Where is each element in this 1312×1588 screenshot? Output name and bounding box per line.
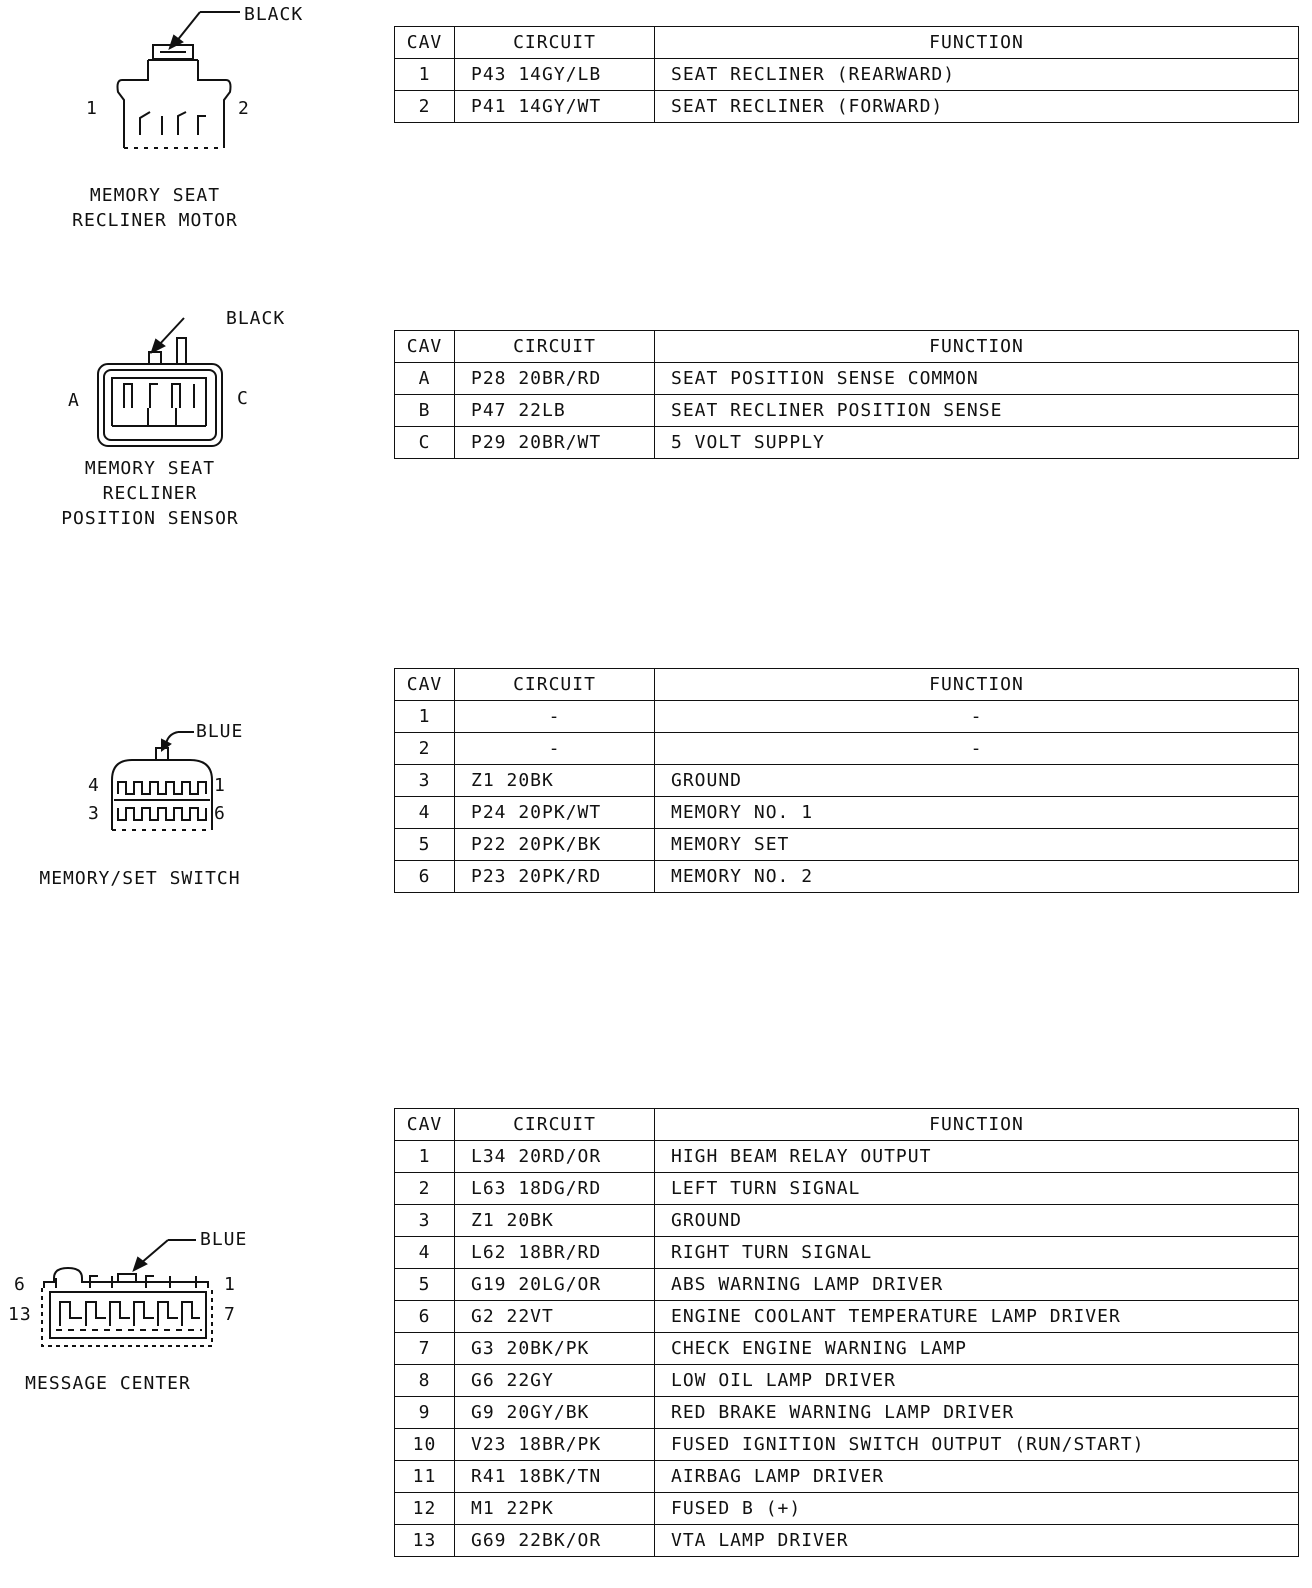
cell-cav: 1 (395, 1141, 455, 1173)
recliner-motor-connector-diagram (0, 0, 380, 240)
cell-circuit: G3 20BK/PK (455, 1333, 655, 1365)
cell-circuit: L62 18BR/RD (455, 1237, 655, 1269)
pin-label: 4 (88, 775, 100, 796)
cell-cav: 8 (395, 1365, 455, 1397)
table-row (395, 1141, 1299, 1173)
cell-circuit: P47 22LB (455, 395, 655, 427)
connector-color-label: BLUE (196, 721, 244, 742)
pin-label: 1 (214, 775, 226, 796)
recliner-sensor-connector-diagram (0, 300, 380, 540)
table-header-row (395, 669, 1299, 701)
cell-function: - (655, 701, 1299, 733)
cell-circuit: P22 20PK/BK (455, 829, 655, 861)
table-row (395, 1205, 1299, 1237)
cell-cav: C (395, 427, 455, 459)
table-row (395, 59, 1299, 91)
cell-circuit: M1 22PK (455, 1493, 655, 1525)
header-circuit: CIRCUIT (455, 1109, 655, 1141)
cell-function: CHECK ENGINE WARNING LAMP (655, 1333, 1299, 1365)
cell-cav: 4 (395, 797, 455, 829)
table-row (395, 1397, 1299, 1429)
cell-cav: 2 (395, 733, 455, 765)
table-row (395, 733, 1299, 765)
cell-circuit: - (455, 701, 655, 733)
cell-circuit: G6 22GY (455, 1365, 655, 1397)
connector-caption (55, 183, 255, 233)
table-header-row (395, 27, 1299, 59)
cell-function: GROUND (655, 765, 1299, 797)
cell-cav: 5 (395, 1269, 455, 1301)
cell-circuit: G19 20LG/OR (455, 1269, 655, 1301)
table-row (395, 1237, 1299, 1269)
connector-color-label: BLACK (226, 308, 286, 329)
pin-label: 13 (8, 1304, 32, 1325)
cell-circuit: R41 18BK/TN (455, 1461, 655, 1493)
cell-cav: A (395, 363, 455, 395)
cell-cav: B (395, 395, 455, 427)
cell-cav: 12 (395, 1493, 455, 1525)
cell-circuit: G9 20GY/BK (455, 1397, 655, 1429)
cell-cav: 6 (395, 1301, 455, 1333)
cell-function: ABS WARNING LAMP DRIVER (655, 1269, 1299, 1301)
table-row (395, 91, 1299, 123)
cell-function: SEAT RECLINER POSITION SENSE (655, 395, 1299, 427)
cell-function: SEAT RECLINER (FORWARD) (655, 91, 1299, 123)
cell-circuit: Z1 20BK (455, 1205, 655, 1237)
header-cav: CAV (395, 1109, 455, 1141)
pin-label-right: C (237, 388, 249, 409)
cell-cav: 10 (395, 1429, 455, 1461)
caption-line: MEMORY/SET SWITCH (39, 868, 241, 889)
table-row (395, 1269, 1299, 1301)
table-row (395, 829, 1299, 861)
header-cav: CAV (395, 669, 455, 701)
table-row (395, 797, 1299, 829)
table-row (395, 363, 1299, 395)
message-center-pinout-table (394, 1108, 1299, 1557)
cell-circuit: L63 18DG/RD (455, 1173, 655, 1205)
header-cav: CAV (395, 27, 455, 59)
header-cav: CAV (395, 331, 455, 363)
caption-line: MEMORY SEAT (84, 458, 216, 479)
cell-function: SEAT RECLINER (REARWARD) (655, 59, 1299, 91)
memory-switch-pinout-table (394, 668, 1299, 893)
cell-cav: 3 (395, 765, 455, 797)
connector-caption (8, 1371, 208, 1396)
table-row (395, 765, 1299, 797)
cell-function: 5 VOLT SUPPLY (655, 427, 1299, 459)
pin-label: 6 (14, 1274, 26, 1295)
cell-function: LEFT TURN SIGNAL (655, 1173, 1299, 1205)
cell-function: RIGHT TURN SIGNAL (655, 1237, 1299, 1269)
cell-circuit: P24 20PK/WT (455, 797, 655, 829)
cell-circuit: Z1 20BK (455, 765, 655, 797)
caption-line: MESSAGE CENTER (25, 1373, 191, 1394)
cell-circuit: V23 18BR/PK (455, 1429, 655, 1461)
cell-function: AIRBAG LAMP DRIVER (655, 1461, 1299, 1493)
connector-color-label: BLACK (244, 4, 304, 25)
pin-label-left: A (68, 390, 80, 411)
cell-function: - (655, 733, 1299, 765)
table-header-row (395, 331, 1299, 363)
pin-label: 3 (88, 803, 100, 824)
cell-function: FUSED B (+) (655, 1493, 1299, 1525)
cell-cav: 9 (395, 1397, 455, 1429)
cell-circuit: P28 20BR/RD (455, 363, 655, 395)
table-row (395, 395, 1299, 427)
cell-function: RED BRAKE WARNING LAMP DRIVER (655, 1397, 1299, 1429)
cell-circuit: G2 22VT (455, 1301, 655, 1333)
pin-label-left: 1 (86, 98, 98, 119)
caption-line: RECLINER (102, 483, 198, 504)
memory-switch-connector-diagram (0, 700, 380, 920)
table-row (395, 1493, 1299, 1525)
cell-cav: 2 (395, 1173, 455, 1205)
connector-caption (30, 866, 250, 891)
table-row (395, 1525, 1299, 1557)
pin-label: 1 (224, 1274, 236, 1295)
table-row (395, 1173, 1299, 1205)
table-row (395, 701, 1299, 733)
cell-cav: 5 (395, 829, 455, 861)
cell-cav: 1 (395, 701, 455, 733)
table-row (395, 1333, 1299, 1365)
cell-function: MEMORY SET (655, 829, 1299, 861)
cell-circuit: P43 14GY/LB (455, 59, 655, 91)
cell-cav: 3 (395, 1205, 455, 1237)
table-row (395, 1301, 1299, 1333)
pin-label: 7 (224, 1304, 236, 1325)
cell-circuit: P23 20PK/RD (455, 861, 655, 893)
cell-circuit: G69 22BK/OR (455, 1525, 655, 1557)
cell-function: MEMORY NO. 1 (655, 797, 1299, 829)
cell-function: FUSED IGNITION SWITCH OUTPUT (RUN/START) (655, 1429, 1299, 1461)
table-row (395, 1365, 1299, 1397)
cell-cav: 1 (395, 59, 455, 91)
cell-circuit: P41 14GY/WT (455, 91, 655, 123)
header-circuit: CIRCUIT (455, 669, 655, 701)
header-function: FUNCTION (655, 331, 1299, 363)
header-circuit: CIRCUIT (455, 27, 655, 59)
recliner-sensor-pinout-table (394, 330, 1299, 459)
cell-circuit: P29 20BR/WT (455, 427, 655, 459)
cell-cav: 11 (395, 1461, 455, 1493)
pin-label: 6 (214, 803, 226, 824)
cell-function: GROUND (655, 1205, 1299, 1237)
cell-cav: 2 (395, 91, 455, 123)
table-row (395, 1461, 1299, 1493)
cell-cav: 4 (395, 1237, 455, 1269)
cell-cav: 7 (395, 1333, 455, 1365)
header-circuit: CIRCUIT (455, 331, 655, 363)
cell-function: VTA LAMP DRIVER (655, 1525, 1299, 1557)
header-function: FUNCTION (655, 669, 1299, 701)
connector-color-label: BLUE (200, 1229, 248, 1250)
header-function: FUNCTION (655, 1109, 1299, 1141)
header-function: FUNCTION (655, 27, 1299, 59)
caption-line: RECLINER MOTOR (72, 210, 238, 231)
connector-caption (40, 456, 260, 531)
cell-circuit: L34 20RD/OR (455, 1141, 655, 1173)
cell-function: SEAT POSITION SENSE COMMON (655, 363, 1299, 395)
cell-function: ENGINE COOLANT TEMPERATURE LAMP DRIVER (655, 1301, 1299, 1333)
cell-cav: 6 (395, 861, 455, 893)
table-header-row (395, 1109, 1299, 1141)
pin-label-right: 2 (238, 98, 250, 119)
cell-circuit: - (455, 733, 655, 765)
caption-line: POSITION SENSOR (61, 508, 239, 529)
cell-function: LOW OIL LAMP DRIVER (655, 1365, 1299, 1397)
table-row (395, 427, 1299, 459)
message-center-connector-diagram (0, 1230, 380, 1420)
recliner-motor-pinout-table (394, 26, 1299, 123)
cell-function: HIGH BEAM RELAY OUTPUT (655, 1141, 1299, 1173)
cell-function: MEMORY NO. 2 (655, 861, 1299, 893)
table-row (395, 861, 1299, 893)
table-row (395, 1429, 1299, 1461)
cell-cav: 13 (395, 1525, 455, 1557)
caption-line: MEMORY SEAT (89, 185, 221, 206)
